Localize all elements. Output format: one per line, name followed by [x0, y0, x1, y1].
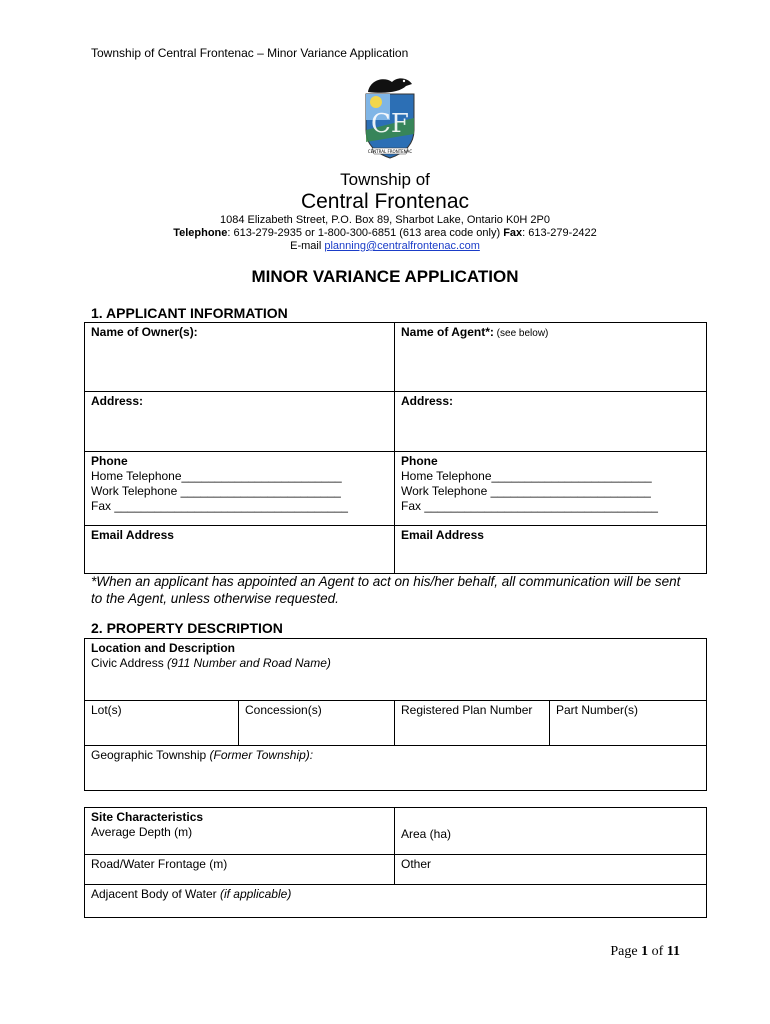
- geographic-township-note: (Former Township):: [209, 748, 314, 762]
- agent-email-label: Email Address: [401, 528, 484, 542]
- civic-address-note: (911 Number and Road Name): [167, 656, 331, 670]
- average-depth-label: Average Depth (m): [91, 825, 193, 839]
- other-cell[interactable]: [395, 855, 707, 885]
- adjacent-water-label: Adjacent Body of Water: [91, 887, 220, 901]
- agent-fax[interactable]: Fax ___________________________________: [401, 499, 658, 513]
- location-heading: Location and Description: [91, 641, 236, 655]
- area-cell[interactable]: [395, 808, 707, 855]
- tel-label: Telephone: [173, 227, 228, 239]
- applicant-table: [84, 322, 707, 574]
- adjacent-water-note: (if applicable): [219, 887, 292, 901]
- agent-name-label: Name of Agent*:: [401, 325, 494, 339]
- concession-label: Concession(s): [245, 703, 322, 717]
- page-total: 11: [666, 944, 680, 959]
- section-2-title: 2. PROPERTY DESCRIPTION: [91, 620, 283, 636]
- running-header: Township of Central Frontenac – Minor Variance Application: [91, 46, 409, 60]
- agent-phone-cell[interactable]: [395, 452, 707, 526]
- lots-label: Lot(s): [91, 703, 122, 717]
- owner-email-cell[interactable]: [85, 526, 395, 574]
- org-line1: Township of: [340, 170, 430, 189]
- email-link[interactable]: planning@centralfrontenac.com: [324, 240, 480, 252]
- agent-phone-label: Phone: [401, 454, 438, 468]
- agent-address-label: Address:: [401, 394, 454, 408]
- area-label: Area (ha): [401, 827, 452, 841]
- section-1-title: 1. APPLICANT INFORMATION: [91, 305, 288, 321]
- tel-value: : 613-279-2935 or 1-800-300-6851 (613 area code only): [227, 227, 504, 239]
- agent-name-cell[interactable]: [395, 323, 707, 392]
- frontage-cell[interactable]: [85, 855, 395, 885]
- adjacent-water-cell[interactable]: [85, 885, 707, 918]
- agent-work-telephone[interactable]: Work Telephone ________________________: [401, 484, 651, 498]
- concession-cell[interactable]: [239, 701, 395, 746]
- civic-address-label: Civic Address: [91, 656, 168, 670]
- owner-name-cell[interactable]: [85, 323, 395, 392]
- email-prefix: E-mail: [290, 240, 325, 252]
- agent-home-telephone[interactable]: Home Telephone________________________: [401, 469, 652, 483]
- owner-phone-label: Phone: [91, 454, 128, 468]
- agent-address-cell[interactable]: [395, 392, 707, 452]
- owner-email-label: Email Address: [91, 528, 174, 542]
- civic-address-cell[interactable]: [85, 639, 707, 701]
- registered-plan-cell[interactable]: [395, 701, 550, 746]
- agent-footnote: *When an applicant has appointed an Agent to act on his/her behalf, all communication will be sent to the Agent, unless otherwise requested.: [91, 574, 681, 606]
- agent-email-cell[interactable]: [395, 526, 707, 574]
- owner-home-telephone[interactable]: Home Telephone________________________: [91, 469, 342, 483]
- part-number-cell[interactable]: [550, 701, 707, 746]
- frontage-label: Road/Water Frontage (m): [91, 857, 228, 871]
- form-title: MINOR VARIANCE APPLICATION: [251, 267, 519, 286]
- geographic-township-label: Geographic Township: [91, 748, 210, 762]
- owner-address-label: Address:: [91, 394, 144, 408]
- crest-letters: CF: [371, 109, 409, 139]
- org-email-line: [0, 240, 770, 252]
- crest-icon: [360, 70, 420, 165]
- page-number: [610, 944, 680, 960]
- site-heading: Site Characteristics: [91, 810, 204, 824]
- owner-address-cell[interactable]: [85, 392, 395, 452]
- page-current: 1: [641, 944, 649, 959]
- lots-cell[interactable]: [85, 701, 239, 746]
- registered-plan-label: Registered Plan Number: [401, 703, 533, 717]
- property-table: [84, 638, 707, 791]
- owner-phone-cell[interactable]: [85, 452, 395, 526]
- org-address: 1084 Elizabeth Street, P.O. Box 89, Sharbot Lake, Ontario K0H 2P0: [220, 214, 550, 226]
- average-depth-cell[interactable]: [85, 808, 395, 855]
- part-number-label: Part Number(s): [556, 703, 639, 717]
- crest-banner: CENTRAL FRONTENAC: [367, 149, 413, 154]
- fax-value: : 613-279-2422: [522, 227, 597, 239]
- page-word: Page: [610, 944, 642, 959]
- owner-fax[interactable]: Fax ___________________________________: [91, 499, 348, 513]
- site-characteristics-table: [84, 807, 707, 918]
- org-phone-line: [0, 227, 770, 239]
- fax-label: Fax: [503, 227, 523, 239]
- org-line2: Central Frontenac: [300, 190, 470, 213]
- other-label: Other: [401, 857, 432, 871]
- township-logo: [360, 70, 420, 165]
- geographic-township-cell[interactable]: [85, 746, 707, 791]
- owner-work-telephone[interactable]: Work Telephone ________________________: [91, 484, 341, 498]
- owner-name-label: Name of Owner(s):: [91, 325, 198, 339]
- agent-note: (see below): [493, 328, 549, 339]
- page-of: of: [648, 944, 667, 959]
